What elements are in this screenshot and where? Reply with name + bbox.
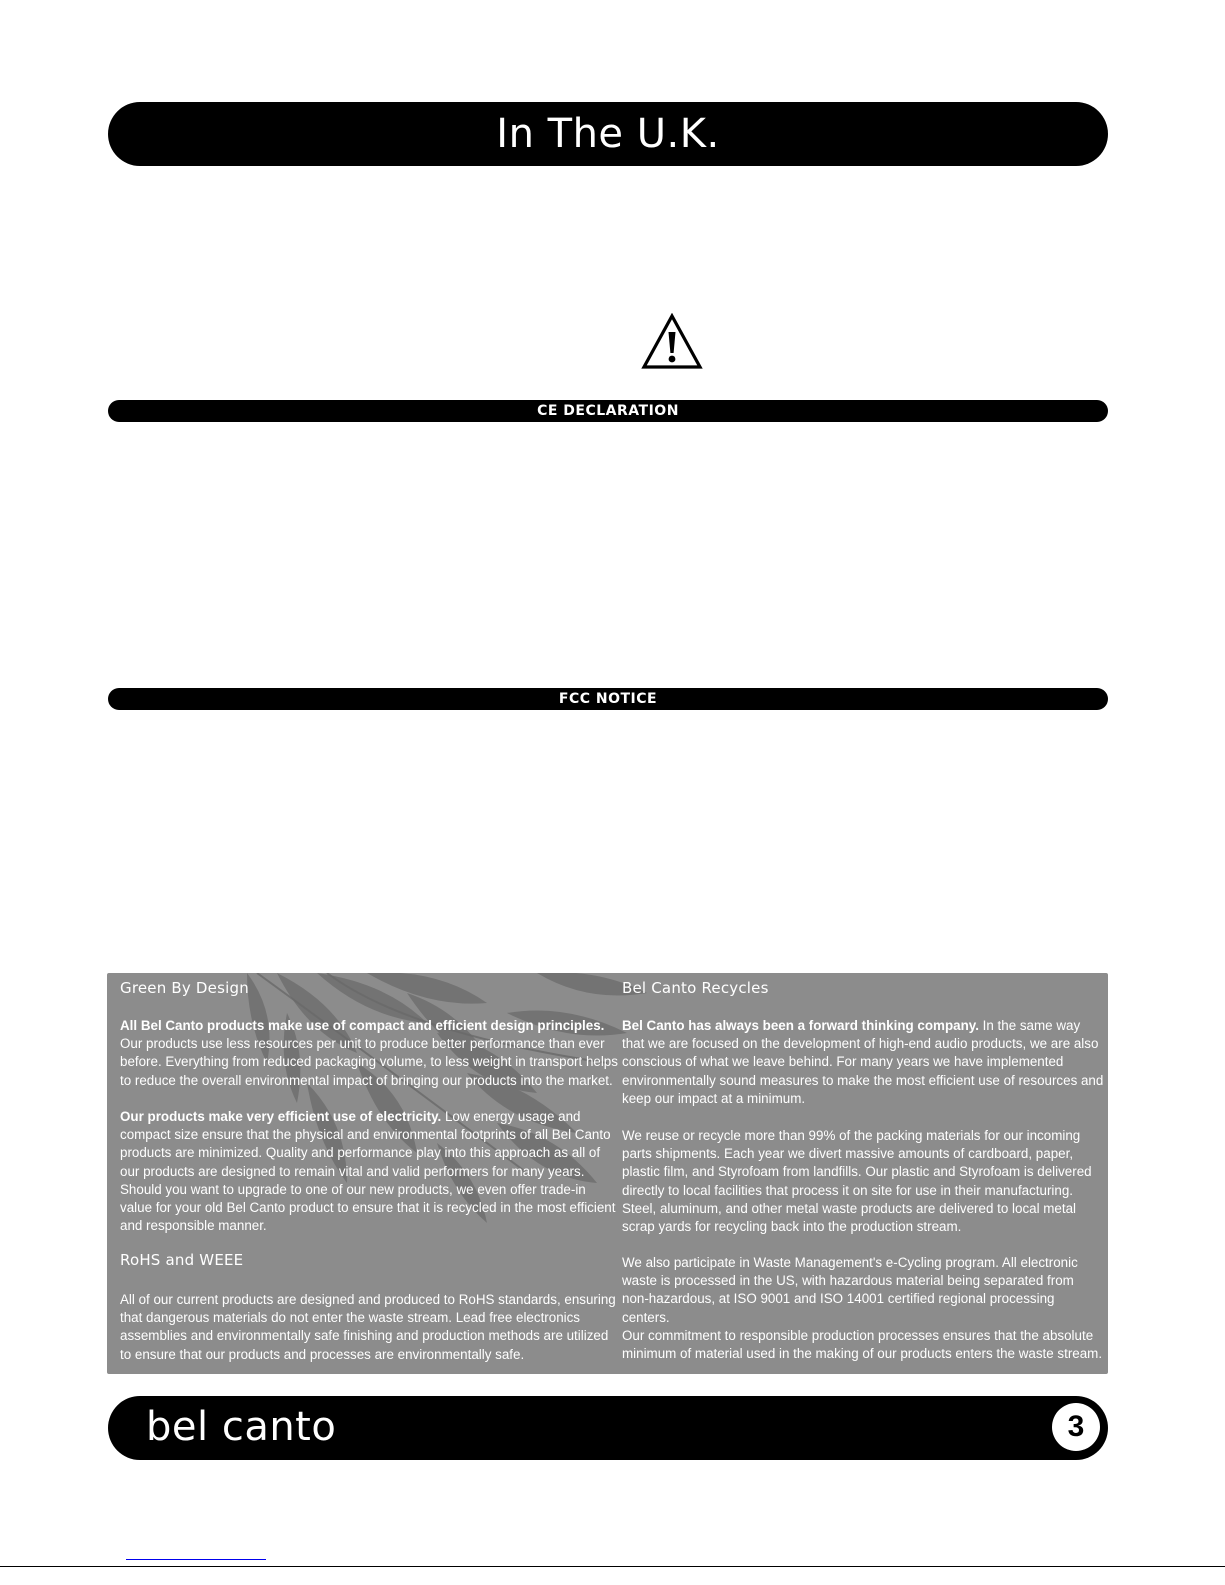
recycles-paragraph [622, 1017, 1104, 1108]
electricity-paragraph-body: Low energy usage and compact size ensure that the physical and environmental footprints of all Bel Canto products are minimized. Quality and performance play into this approach as all of our products are designed to remain vital and valid performers for many years. Should you want to upgrade to one of our new products, we even offer trade-in value for your old Bel Canto product to ensure that it is recycled in the most efficient and responsible manner. [120, 1109, 616, 1234]
electricity-paragraph [120, 1108, 620, 1235]
packing-paragraph: We reuse or recycle more than 99% of the packing materials for our incoming parts shipments. Each year we divert massive amounts of cardboard, paper, plastic film, and Styrofoam from landfills. Our plastic and Styrofoam is delivered directly to local facilities that process it on site for use in their manufacturing. Steel, aluminum, and other metal waste products are delivered to local metal scrap yards for recycling back into the production stream. [622, 1128, 1092, 1235]
ce-declaration-label: CE DECLARATION [537, 403, 679, 419]
warning-triangle-icon [641, 313, 703, 371]
design-paragraph-lead: All Bel Canto products make use of compact and efficient design principles. [120, 1018, 605, 1033]
page-number-badge: 3 [1052, 1403, 1100, 1451]
green-by-design-panel [107, 973, 1108, 1374]
rohs-weee-title: RoHS and WEEE [120, 1251, 244, 1269]
green-by-design-title: Green By Design [120, 979, 249, 997]
electricity-paragraph-lead: Our products make very efficient use of electricity. [120, 1109, 442, 1124]
bel-canto-logo: bel canto [146, 1404, 337, 1450]
design-paragraph-body: Our products use less resources per unit to produce better performance than ever before. Everything from reduced packaging volume, to less weight in transport helps to reduce the overall environmental impact of bringing our products into the market. [120, 1036, 618, 1088]
fcc-notice-label: FCC NOTICE [558, 691, 658, 707]
recycles-paragraph-lead: Bel Canto has always been a forward thinking company. [622, 1018, 979, 1033]
link-underline [126, 1559, 266, 1560]
design-paragraph [120, 1017, 620, 1090]
footer-bar [108, 1396, 1108, 1460]
page-bottom-rule [0, 1566, 1225, 1567]
bel-canto-recycles-title: Bel Canto Recycles [622, 979, 769, 997]
commitment-paragraph: Our commitment to responsible production processes ensures that the absolute minimum of material used in the making of our products enters the waste stream. [622, 1328, 1103, 1362]
fcc-notice-heading [108, 688, 1108, 710]
e-cycling-paragraph: We also participate in Waste Management's e-Cycling program. All electronic waste is processed in the US, with hazardous material being separated from non-hazardous, at ISO 9001 and ISO 14001 certified regional processing centers. [622, 1255, 1078, 1325]
rohs-paragraph: All of our current products are designed and produced to RoHS standards, ensuring that dangerous materials do not enter the waste stream. Lead free electronics assemblies and environmentally safe finishing and production methods are utilized to ensure that our products and processes are environmentally safe. [120, 1292, 616, 1362]
ce-declaration-heading [108, 400, 1108, 422]
page-title-bar [108, 102, 1108, 166]
recycles-paragraph-body: In the same way that we are focused on the development of high-end audio products, we are also conscious of what we leave behind. For many years we have implemented environmentally sound measures to make the most efficient use of resources and keep our impact at a minimum. [622, 1018, 1104, 1106]
page-title: In The U.K. [496, 111, 720, 157]
